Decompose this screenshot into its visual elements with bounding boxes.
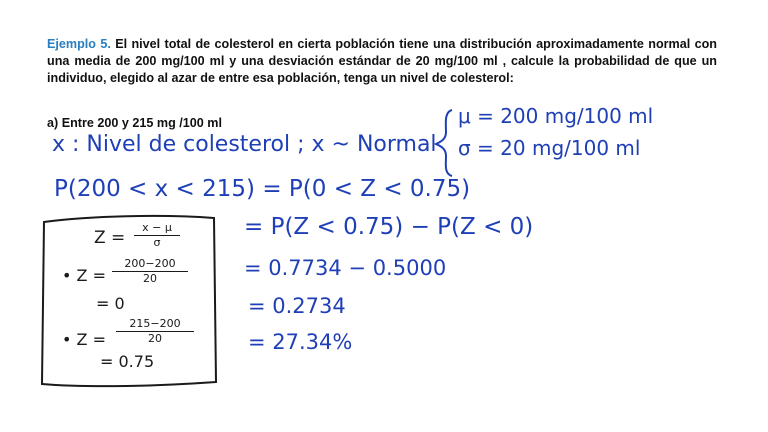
calc2-numerator: 215−200	[129, 317, 181, 330]
calc1-numerator: 200−200	[124, 257, 176, 270]
z-formula-numerator: x − μ	[142, 221, 172, 234]
probability-line: P(200 < x < 215) = P(0 < Z < 0.75)	[54, 176, 471, 202]
z-formula-denominator: σ	[153, 236, 161, 249]
step-4: = 27.34%	[248, 330, 353, 354]
z-formula-label: Z =	[94, 228, 126, 248]
calc1-fraction	[112, 258, 188, 285]
calc1-result: = 0	[96, 294, 125, 313]
calc2-denominator: 20	[148, 332, 162, 345]
calc2-result: = 0.75	[100, 352, 155, 371]
calc2-label: • Z =	[62, 330, 106, 349]
calc1-denominator: 20	[143, 272, 157, 285]
z-formula-fraction	[134, 222, 180, 249]
step-2: = 0.7734 − 0.5000	[244, 256, 447, 280]
variable-definition: x : Nivel de colesterol ; x ~ Normal	[52, 132, 437, 157]
step-1: = P(Z < 0.75) − P(Z < 0)	[244, 214, 534, 240]
problem-text: El nivel total de colesterol en cierta población tiene una distribución aproximadamente normal con una media de 200 mg/100 ml y una desviación estándar de 20 mg/100 ml , calcule la probabilidad de que un individuo, elegido al azar de entre esa población, tenga un nivel de colesterol:	[47, 37, 717, 85]
calc1-label: • Z =	[62, 266, 106, 285]
sigma-line: σ = 20 mg/100 ml	[458, 136, 641, 160]
step-3: = 0.2734	[248, 294, 346, 318]
part-a-label: a) Entre 200 y 215 mg /100 ml	[47, 116, 223, 130]
example-label: Ejemplo 5.	[47, 37, 111, 51]
calc2-fraction	[116, 318, 194, 345]
mu-line: μ = 200 mg/100 ml	[458, 104, 654, 128]
curly-brace	[436, 110, 452, 176]
